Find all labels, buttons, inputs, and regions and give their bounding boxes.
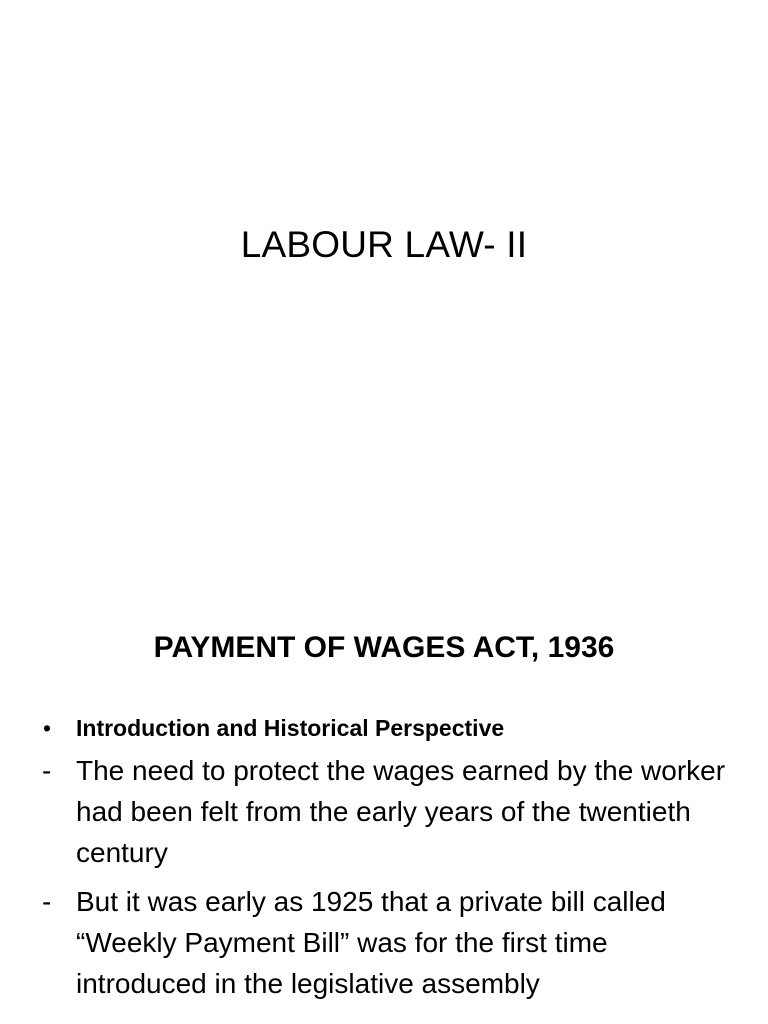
dash-text: But it was early as 1925 that a private bill called “Weekly Payment Bill” was for the first time introduced in the legislative assembly: [76, 886, 666, 999]
bullet-item: [40, 712, 740, 744]
dash-item: [40, 750, 740, 873]
bullet-marker: •: [43, 715, 52, 741]
dash-marker: -: [42, 886, 52, 917]
bullet-text: Introduction and Historical Perspective: [76, 715, 505, 741]
dash-marker: -: [42, 755, 52, 786]
section-heading: PAYMENT OF WAGES ACT, 1936: [153, 631, 615, 664]
slide-title: LABOUR LAW- II: [240, 224, 528, 265]
dash-item: [40, 881, 740, 1004]
slide-content: [40, 712, 740, 1012]
dash-text: The need to protect the wages earned by the worker had been felt from the early years of the twentieth century: [76, 755, 726, 868]
